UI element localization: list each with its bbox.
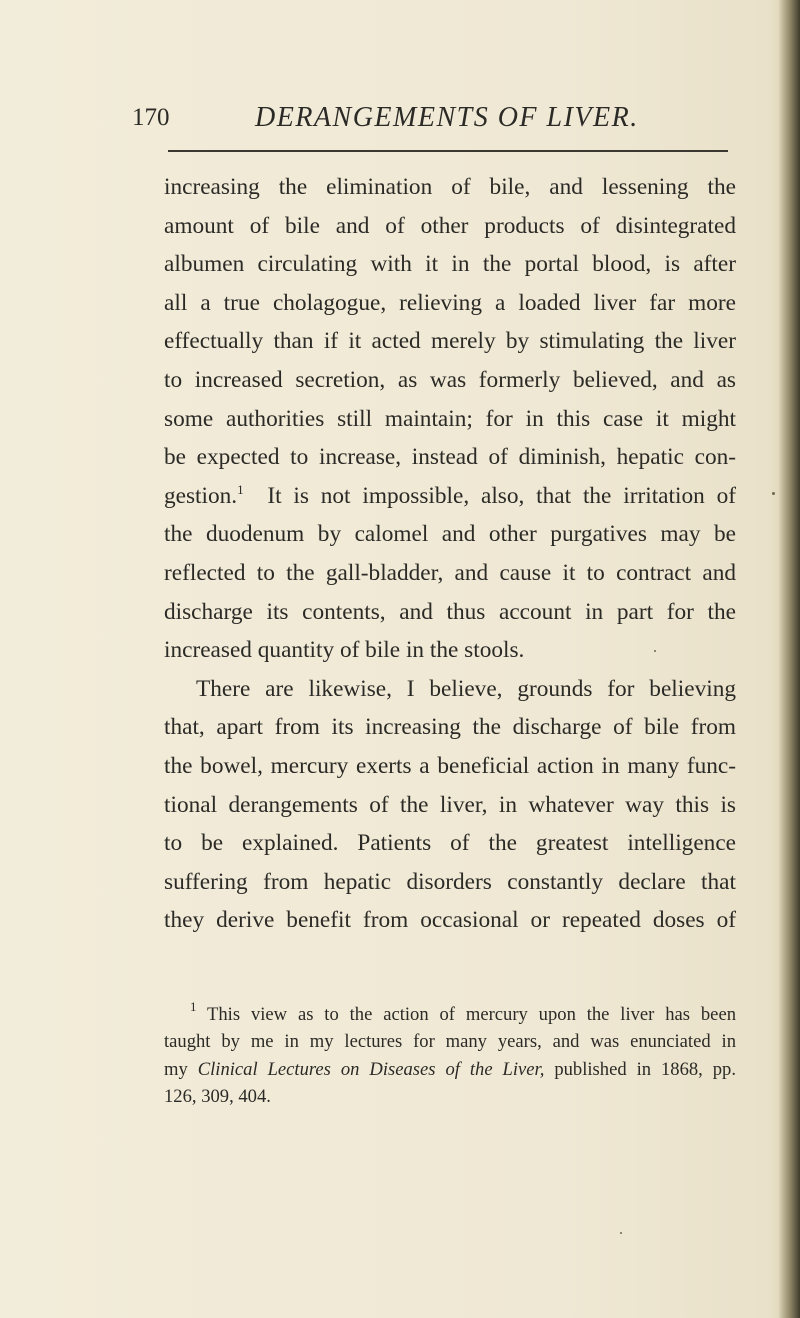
header-rule [168,150,728,152]
text-line: to be explained. Patients of the greatest intelligence [164,830,736,857]
text-line: discharge its contents, and thus account in part for the [164,598,736,625]
footnote-line: taught by me in my lectures for many years, and was enunciated in [164,1031,736,1053]
text-line: amount of bile and of other products of disintegrated [164,212,736,239]
text-line: increasing the elimination of bile, and lessening the [164,174,736,200]
footnote-marker: 1 [190,999,197,1014]
page-edge-shadow [778,0,800,1318]
footnote [164,1001,736,1111]
text-line: reflected to the gall-bladder, and cause it to contract and [164,559,736,586]
text-line: all a true cholagogue, relieving a loaded liver far more [164,289,736,316]
text-fragment: It is not impossible, also, that the irritation of [267,482,736,509]
paper-speck [620,1232,622,1234]
text-line: tional derangements of the liver, in whatever way this is [164,791,736,818]
footnote-reference: 1 [237,481,244,497]
footnote-line [164,1001,736,1028]
running-head: DERANGEMENTS OF LIVER. [255,102,639,133]
footnote-text: This view as to the action of mercury upon the liver has been [207,1004,736,1025]
footnote-text: my [164,1058,188,1080]
paper-speck [654,650,656,652]
text-line: to increased secretion, as was formerly believed, and as [164,366,736,393]
text-line [164,477,736,516]
book-title: Clinical Lectures on Diseases of the Liver, [197,1058,545,1080]
text-fragment: gestion. [164,482,238,509]
text-line: suffering from hepatic disorders constantly declare that [164,868,736,895]
body-text [164,168,736,940]
text-line: effectually than if it acted merely by stimulating the liver [164,328,736,355]
footnote-line: 126, 309, 404. [164,1086,271,1108]
text-line: albumen circulating with it in the portal blood, is after [164,251,736,278]
paper-speck [772,492,775,495]
text-line: There are likewise, I believe, grounds for believing [196,675,736,702]
text-line: increased quantity of bile in the stools. [164,637,525,664]
text-line: they derive benefit from occasional or repeated doses of [164,907,736,934]
text-line: the duodenum by calomel and other purgatives may be [164,521,736,548]
text-line: some authorities still maintain; for in this case it might [164,405,736,432]
footnote-text: published in 1868, pp. [554,1058,736,1080]
footnote-line [164,1056,736,1083]
page-number: 170 [132,104,170,131]
text-line: the bowel, mercury exerts a beneficial action in many func- [164,752,736,779]
text-line: that, apart from its increasing the discharge of bile from [164,714,736,741]
text-line: be expected to increase, instead of diminish, hepatic con- [164,444,736,471]
